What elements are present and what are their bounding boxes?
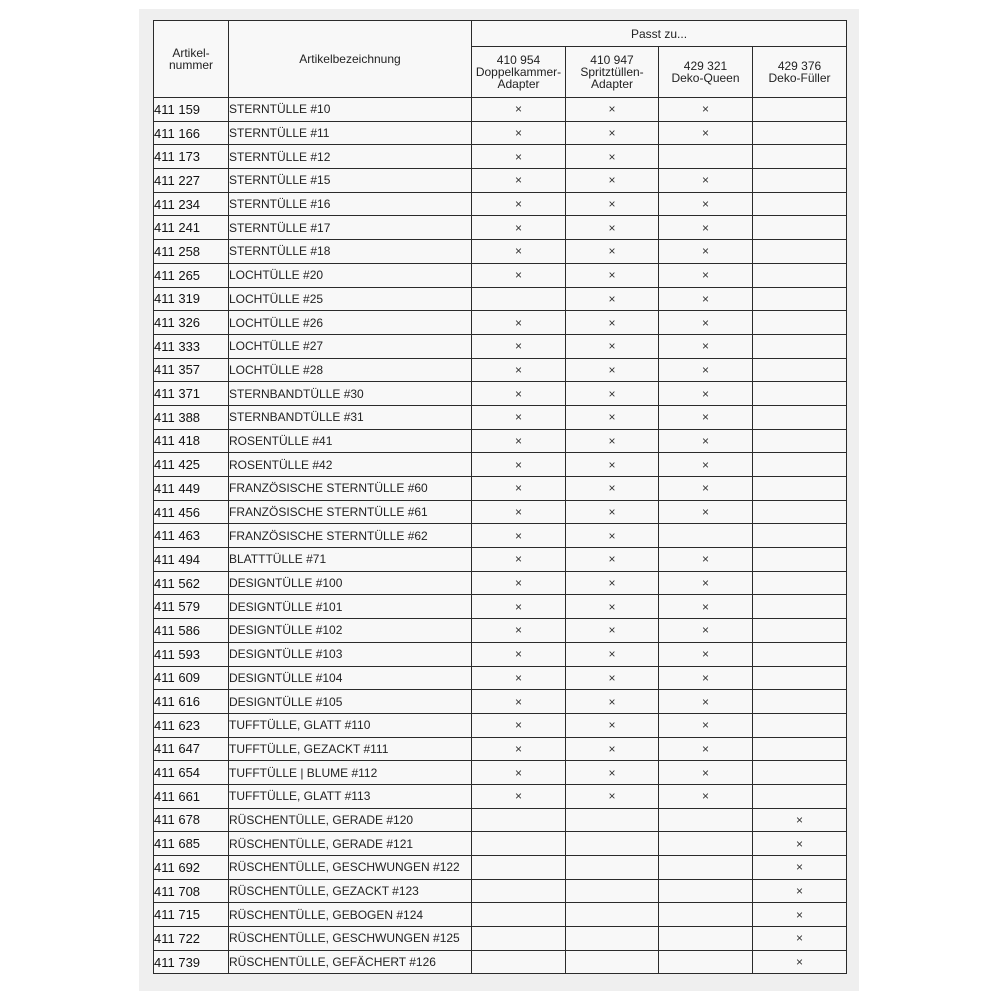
fit-mark-cell: ×: [659, 263, 753, 287]
table-row: [154, 216, 847, 240]
fit-mark-cell: ×: [472, 429, 566, 453]
fit-mark-cell: ×: [566, 405, 659, 429]
artikelbezeichnung-cell: FRANZÖSISCHE STERNTÜLLE #60: [229, 477, 472, 501]
table-row: [154, 571, 847, 595]
artikelbezeichnung-cell: STERNTÜLLE #11: [229, 121, 472, 145]
table-row: [154, 524, 847, 548]
table-row: [154, 405, 847, 429]
table-row: [154, 832, 847, 856]
fit-mark-cell: ×: [566, 761, 659, 785]
fit-mark-cell: ×: [566, 477, 659, 501]
empty-cell: [659, 927, 753, 951]
artikelnummer-cell: 411 234: [154, 192, 229, 216]
empty-cell: [566, 927, 659, 951]
fit-mark-cell: ×: [659, 192, 753, 216]
empty-cell: [659, 808, 753, 832]
artikelnummer-cell: 411 609: [154, 666, 229, 690]
fit-mark-cell: ×: [472, 548, 566, 572]
fit-mark-cell: ×: [659, 500, 753, 524]
fit-mark-cell: ×: [566, 690, 659, 714]
empty-cell: [753, 737, 847, 761]
empty-cell: [753, 690, 847, 714]
empty-cell: [753, 548, 847, 572]
empty-cell: [659, 524, 753, 548]
fit-mark-cell: ×: [566, 737, 659, 761]
table-row: [154, 808, 847, 832]
fit-mark-cell: ×: [472, 169, 566, 193]
fit-mark-cell: ×: [566, 240, 659, 264]
header-adapter-doppelkammer: [472, 47, 566, 98]
fit-mark-cell: ×: [472, 571, 566, 595]
empty-cell: [753, 405, 847, 429]
fit-mark-cell: ×: [472, 666, 566, 690]
empty-cell: [753, 382, 847, 406]
artikelbezeichnung-cell: STERNTÜLLE #12: [229, 145, 472, 169]
fit-mark-cell: ×: [753, 903, 847, 927]
table-row: [154, 263, 847, 287]
table-row: [154, 121, 847, 145]
fit-mark-cell: ×: [566, 666, 659, 690]
empty-cell: [753, 287, 847, 311]
fit-mark-cell: ×: [659, 358, 753, 382]
fit-mark-cell: ×: [472, 524, 566, 548]
fit-mark-cell: ×: [566, 619, 659, 643]
artikelbezeichnung-cell: DESIGNTÜLLE #103: [229, 642, 472, 666]
empty-cell: [753, 761, 847, 785]
table-row: [154, 334, 847, 358]
header-adapter-line: Deko-Queen: [671, 71, 740, 85]
artikelnummer-cell: 411 647: [154, 737, 229, 761]
fit-mark-cell: ×: [659, 429, 753, 453]
artikelbezeichnung-cell: STERNTÜLLE #17: [229, 216, 472, 240]
empty-cell: [472, 808, 566, 832]
table-row: [154, 98, 847, 122]
empty-cell: [753, 619, 847, 643]
artikelbezeichnung-cell: BLATTTÜLLE #71: [229, 548, 472, 572]
fit-mark-cell: ×: [659, 690, 753, 714]
fit-mark-cell: ×: [659, 98, 753, 122]
empty-cell: [472, 287, 566, 311]
fit-mark-cell: ×: [472, 737, 566, 761]
artikelnummer-cell: 411 678: [154, 808, 229, 832]
empty-cell: [566, 808, 659, 832]
fit-mark-cell: ×: [659, 548, 753, 572]
artikelnummer-cell: 411 258: [154, 240, 229, 264]
artikelbezeichnung-cell: STERNTÜLLE #10: [229, 98, 472, 122]
artikelnummer-cell: 411 388: [154, 405, 229, 429]
artikelnummer-cell: 411 241: [154, 216, 229, 240]
header-adapter-line: Deko-Füller: [768, 71, 831, 85]
artikelbezeichnung-cell: DESIGNTÜLLE #104: [229, 666, 472, 690]
artikelbezeichnung-cell: LOCHTÜLLE #25: [229, 287, 472, 311]
empty-cell: [659, 832, 753, 856]
empty-cell: [753, 429, 847, 453]
artikelnummer-cell: 411 586: [154, 619, 229, 643]
table-row: [154, 690, 847, 714]
fit-mark-cell: ×: [659, 287, 753, 311]
artikelbezeichnung-cell: RÜSCHENTÜLLE, GESCHWUNGEN #125: [229, 927, 472, 951]
artikelnummer-cell: 411 166: [154, 121, 229, 145]
fit-mark-cell: ×: [566, 358, 659, 382]
fit-mark-cell: ×: [659, 382, 753, 406]
empty-cell: [753, 192, 847, 216]
header-artikelnummer-line: nummer: [168, 58, 213, 72]
fit-mark-cell: ×: [659, 713, 753, 737]
artikelnummer-cell: 411 685: [154, 832, 229, 856]
fit-mark-cell: ×: [753, 808, 847, 832]
table-row: [154, 382, 847, 406]
artikelnummer-cell: 411 326: [154, 311, 229, 335]
table-row: [154, 713, 847, 737]
empty-cell: [753, 595, 847, 619]
fit-mark-cell: ×: [472, 784, 566, 808]
fit-mark-cell: ×: [566, 311, 659, 335]
artikelbezeichnung-cell: DESIGNTÜLLE #100: [229, 571, 472, 595]
empty-cell: [753, 121, 847, 145]
table-row: [154, 879, 847, 903]
fit-mark-cell: ×: [566, 216, 659, 240]
table-row: [154, 500, 847, 524]
artikelnummer-cell: 411 722: [154, 927, 229, 951]
fit-mark-cell: ×: [472, 263, 566, 287]
fit-mark-cell: ×: [659, 334, 753, 358]
empty-cell: [753, 642, 847, 666]
fit-mark-cell: ×: [566, 145, 659, 169]
fit-mark-cell: ×: [472, 642, 566, 666]
table-row: [154, 240, 847, 264]
fit-mark-cell: ×: [566, 548, 659, 572]
artikelnummer-cell: 411 562: [154, 571, 229, 595]
header-passt-zu: Passt zu...: [472, 21, 847, 47]
fit-mark-cell: ×: [472, 98, 566, 122]
artikelbezeichnung-cell: STERNTÜLLE #15: [229, 169, 472, 193]
empty-cell: [753, 666, 847, 690]
table-row: [154, 311, 847, 335]
artikelbezeichnung-cell: DESIGNTÜLLE #105: [229, 690, 472, 714]
header-adapter-line: Spritztüllen-: [580, 65, 644, 79]
table-row: [154, 169, 847, 193]
fit-mark-cell: ×: [659, 311, 753, 335]
artikelbezeichnung-cell: TUFFTÜLLE, GLATT #113: [229, 784, 472, 808]
fit-mark-cell: ×: [659, 453, 753, 477]
table-row: [154, 927, 847, 951]
artikelnummer-cell: 411 227: [154, 169, 229, 193]
fit-mark-cell: ×: [659, 666, 753, 690]
empty-cell: [566, 856, 659, 880]
artikelnummer-cell: 411 661: [154, 784, 229, 808]
empty-cell: [659, 879, 753, 903]
fit-mark-cell: ×: [566, 784, 659, 808]
artikelnummer-cell: 411 371: [154, 382, 229, 406]
fit-mark-cell: ×: [472, 240, 566, 264]
fit-mark-cell: ×: [472, 619, 566, 643]
empty-cell: [472, 927, 566, 951]
fit-mark-cell: ×: [472, 334, 566, 358]
table-row: [154, 903, 847, 927]
empty-cell: [753, 477, 847, 501]
table-row: [154, 595, 847, 619]
fit-mark-cell: ×: [566, 713, 659, 737]
table-row: [154, 453, 847, 477]
table-row: [154, 287, 847, 311]
artikelnummer-cell: 411 357: [154, 358, 229, 382]
empty-cell: [753, 453, 847, 477]
fit-mark-cell: ×: [659, 761, 753, 785]
fit-mark-cell: ×: [566, 169, 659, 193]
fit-mark-cell: ×: [659, 121, 753, 145]
artikelnummer-cell: 411 425: [154, 453, 229, 477]
empty-cell: [753, 240, 847, 264]
table-row: [154, 358, 847, 382]
artikelbezeichnung-cell: RÜSCHENTÜLLE, GEBOGEN #124: [229, 903, 472, 927]
empty-cell: [472, 856, 566, 880]
empty-cell: [566, 903, 659, 927]
fit-mark-cell: ×: [566, 121, 659, 145]
artikelbezeichnung-cell: FRANZÖSISCHE STERNTÜLLE #62: [229, 524, 472, 548]
artikelbezeichnung-cell: STERNTÜLLE #16: [229, 192, 472, 216]
artikelbezeichnung-cell: STERNBANDTÜLLE #31: [229, 405, 472, 429]
artikelnummer-cell: 411 418: [154, 429, 229, 453]
empty-cell: [753, 311, 847, 335]
fit-mark-cell: ×: [659, 240, 753, 264]
table-row: [154, 477, 847, 501]
table-row: [154, 856, 847, 880]
fit-mark-cell: ×: [659, 595, 753, 619]
empty-cell: [472, 832, 566, 856]
table-row: [154, 192, 847, 216]
header-artikelnummer-line: Artikel-: [172, 46, 210, 60]
empty-cell: [753, 98, 847, 122]
artikelbezeichnung-cell: LOCHTÜLLE #28: [229, 358, 472, 382]
fit-mark-cell: ×: [566, 287, 659, 311]
artikelnummer-cell: 411 265: [154, 263, 229, 287]
empty-cell: [753, 145, 847, 169]
fit-mark-cell: ×: [566, 429, 659, 453]
empty-cell: [753, 713, 847, 737]
empty-cell: [753, 784, 847, 808]
artikelbezeichnung-cell: RÜSCHENTÜLLE, GERADE #121: [229, 832, 472, 856]
header-artikelnummer: [154, 21, 229, 98]
empty-cell: [472, 903, 566, 927]
artikelnummer-cell: 411 456: [154, 500, 229, 524]
empty-cell: [472, 950, 566, 974]
artikelbezeichnung-cell: TUFFTÜLLE, GEZACKT #111: [229, 737, 472, 761]
fit-mark-cell: ×: [566, 98, 659, 122]
artikelbezeichnung-cell: ROSENTÜLLE #41: [229, 429, 472, 453]
fit-mark-cell: ×: [472, 358, 566, 382]
fit-mark-cell: ×: [472, 192, 566, 216]
fit-mark-cell: ×: [659, 571, 753, 595]
header-adapter-spritztuellen: [566, 47, 659, 98]
fit-mark-cell: ×: [472, 453, 566, 477]
empty-cell: [566, 950, 659, 974]
fit-mark-cell: ×: [659, 737, 753, 761]
table-row: [154, 761, 847, 785]
artikelnummer-cell: 411 449: [154, 477, 229, 501]
artikelbezeichnung-cell: ROSENTÜLLE #42: [229, 453, 472, 477]
fit-mark-cell: ×: [566, 263, 659, 287]
fit-mark-cell: ×: [472, 311, 566, 335]
empty-cell: [659, 856, 753, 880]
artikelbezeichnung-cell: RÜSCHENTÜLLE, GEFÄCHERT #126: [229, 950, 472, 974]
fit-mark-cell: ×: [659, 405, 753, 429]
compatibility-table: [153, 20, 847, 974]
empty-cell: [753, 169, 847, 193]
header-deko-queen: [659, 47, 753, 98]
header-adapter-line: 410 947: [590, 53, 634, 67]
artikelbezeichnung-cell: TUFFTÜLLE, GLATT #110: [229, 713, 472, 737]
header-adapter-line: 429 321: [683, 59, 728, 73]
empty-cell: [753, 500, 847, 524]
artikelbezeichnung-cell: FRANZÖSISCHE STERNTÜLLE #61: [229, 500, 472, 524]
fit-mark-cell: ×: [472, 382, 566, 406]
fit-mark-cell: ×: [753, 950, 847, 974]
fit-mark-cell: ×: [566, 192, 659, 216]
artikelnummer-cell: 411 715: [154, 903, 229, 927]
fit-mark-cell: ×: [753, 832, 847, 856]
header-deko-fueller: [753, 47, 847, 98]
artikelbezeichnung-cell: RÜSCHENTÜLLE, GERADE #120: [229, 808, 472, 832]
empty-cell: [659, 950, 753, 974]
fit-mark-cell: ×: [753, 856, 847, 880]
artikelbezeichnung-cell: LOCHTÜLLE #20: [229, 263, 472, 287]
fit-mark-cell: ×: [472, 216, 566, 240]
fit-mark-cell: ×: [753, 879, 847, 903]
empty-cell: [753, 571, 847, 595]
header-adapter-line: 429 376: [777, 59, 822, 73]
artikelnummer-cell: 411 708: [154, 879, 229, 903]
fit-mark-cell: ×: [472, 500, 566, 524]
fit-mark-cell: ×: [659, 216, 753, 240]
fit-mark-cell: ×: [472, 690, 566, 714]
fit-mark-cell: ×: [472, 477, 566, 501]
artikelbezeichnung-cell: DESIGNTÜLLE #102: [229, 619, 472, 643]
header-adapter-line: Doppelkammer-: [475, 65, 562, 79]
header-artikelbezeichnung: Artikelbezeichnung: [229, 21, 472, 98]
fit-mark-cell: ×: [566, 382, 659, 406]
header-adapter-line: Adapter: [590, 77, 634, 91]
fit-mark-cell: ×: [472, 595, 566, 619]
artikelnummer-cell: 411 739: [154, 950, 229, 974]
fit-mark-cell: ×: [566, 524, 659, 548]
table-row: [154, 666, 847, 690]
artikelnummer-cell: 411 623: [154, 713, 229, 737]
artikelnummer-cell: 411 654: [154, 761, 229, 785]
artikelbezeichnung-cell: STERNTÜLLE #18: [229, 240, 472, 264]
fit-mark-cell: ×: [659, 619, 753, 643]
empty-cell: [659, 145, 753, 169]
fit-mark-cell: ×: [566, 453, 659, 477]
fit-mark-cell: ×: [659, 642, 753, 666]
empty-cell: [472, 879, 566, 903]
empty-cell: [753, 263, 847, 287]
fit-mark-cell: ×: [566, 334, 659, 358]
fit-mark-cell: ×: [659, 784, 753, 808]
empty-cell: [566, 832, 659, 856]
header-adapter-line: 410 954: [496, 53, 541, 67]
artikelbezeichnung-cell: LOCHTÜLLE #27: [229, 334, 472, 358]
artikelnummer-cell: 411 616: [154, 690, 229, 714]
empty-cell: [753, 216, 847, 240]
artikelbezeichnung-cell: LOCHTÜLLE #26: [229, 311, 472, 335]
artikelnummer-cell: 411 319: [154, 287, 229, 311]
table-body: [154, 98, 847, 974]
empty-cell: [753, 524, 847, 548]
empty-cell: [753, 334, 847, 358]
fit-mark-cell: ×: [753, 927, 847, 951]
artikelnummer-cell: 411 463: [154, 524, 229, 548]
fit-mark-cell: ×: [566, 500, 659, 524]
fit-mark-cell: ×: [472, 761, 566, 785]
artikelnummer-cell: 411 173: [154, 145, 229, 169]
fit-mark-cell: ×: [566, 571, 659, 595]
fit-mark-cell: ×: [566, 595, 659, 619]
empty-cell: [566, 879, 659, 903]
fit-mark-cell: ×: [472, 145, 566, 169]
artikelnummer-cell: 411 593: [154, 642, 229, 666]
artikelbezeichnung-cell: TUFFTÜLLE | BLUME #112: [229, 761, 472, 785]
artikelbezeichnung-cell: DESIGNTÜLLE #101: [229, 595, 472, 619]
header-adapter-line: Adapter: [497, 77, 540, 91]
artikelnummer-cell: 411 494: [154, 548, 229, 572]
artikelnummer-cell: 411 579: [154, 595, 229, 619]
table-row: [154, 429, 847, 453]
fit-mark-cell: ×: [566, 642, 659, 666]
fit-mark-cell: ×: [472, 713, 566, 737]
empty-cell: [753, 358, 847, 382]
artikelnummer-cell: 411 333: [154, 334, 229, 358]
table-row: [154, 642, 847, 666]
fit-mark-cell: ×: [472, 405, 566, 429]
fit-mark-cell: ×: [472, 121, 566, 145]
table-row: [154, 784, 847, 808]
fit-mark-cell: ×: [659, 169, 753, 193]
fit-mark-cell: ×: [659, 477, 753, 501]
empty-cell: [659, 903, 753, 927]
table-row: [154, 619, 847, 643]
table-row: [154, 145, 847, 169]
artikelnummer-cell: 411 159: [154, 98, 229, 122]
artikelbezeichnung-cell: RÜSCHENTÜLLE, GEZACKT #123: [229, 879, 472, 903]
table-row: [154, 737, 847, 761]
table-row: [154, 950, 847, 974]
artikelnummer-cell: 411 692: [154, 856, 229, 880]
artikelbezeichnung-cell: RÜSCHENTÜLLE, GESCHWUNGEN #122: [229, 856, 472, 880]
artikelbezeichnung-cell: STERNBANDTÜLLE #30: [229, 382, 472, 406]
table-row: [154, 548, 847, 572]
